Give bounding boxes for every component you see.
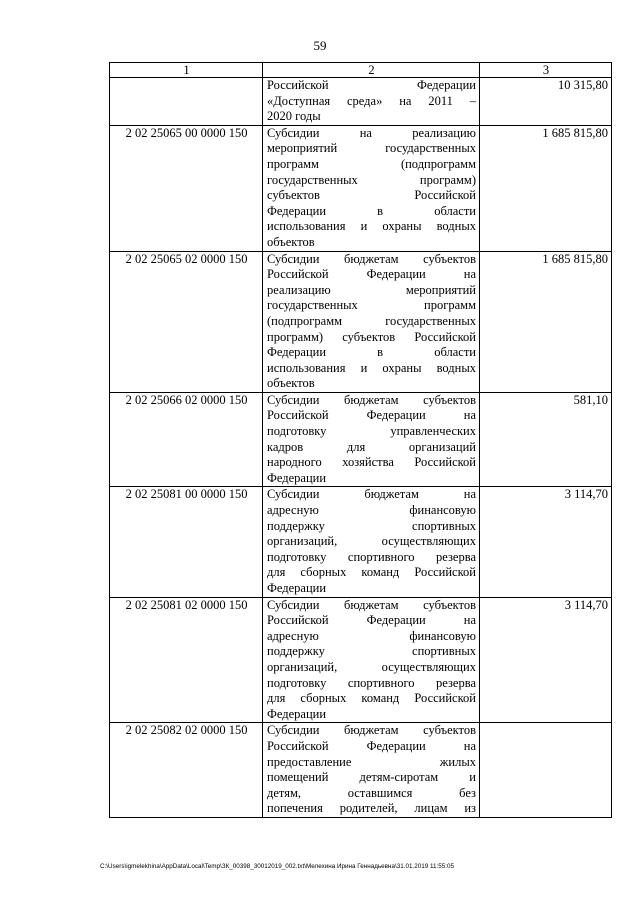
description-cell	[263, 125, 480, 251]
description-line: мероприятий государственных	[267, 141, 476, 156]
description-line: 2020 годы	[267, 109, 321, 124]
budget-code-cell: 2 02 25066 02 0000 150	[110, 392, 263, 487]
description-line: детям, оставшимся без	[267, 785, 476, 800]
description-line: предоставление жилых	[267, 754, 476, 769]
description-line: адресную финансовую	[267, 628, 476, 643]
description-line: субъектов Российской	[267, 188, 476, 203]
column-header: 1	[110, 63, 263, 78]
budget-code-cell: 2 02 25065 00 0000 150	[110, 125, 263, 251]
description-line: Федерации	[267, 706, 327, 721]
description-cell	[263, 597, 480, 723]
description-line: «Доступная среда» на 2011 –	[267, 93, 476, 108]
description-line: государственных программ	[267, 298, 476, 313]
description-line: Российской Федерации на	[267, 408, 476, 423]
description-line: для сборных команд Российской	[267, 565, 476, 580]
description-line: организаций, осуществляющих	[267, 534, 476, 549]
table-row	[110, 78, 612, 126]
table-row	[110, 125, 612, 251]
description-line: Российской Федерации на	[267, 267, 476, 282]
description-line: организаций, осуществляющих	[267, 659, 476, 674]
description-line: Российской Федерации на	[267, 613, 476, 628]
description-line: Федерации в области	[267, 345, 476, 360]
file-path-footer: C:\Users\igmelekhina\AppData\Local\Temp\ЗК_00398_30012019_002.txt\Мелехина Ирина Геннадьевна\31.01.2019 11:55:05	[100, 863, 455, 870]
description-cell	[263, 251, 480, 392]
description-line: Субсидии бюджетам субъектов	[267, 723, 476, 738]
amount-cell: 3 114,70	[480, 487, 612, 597]
budget-code-cell: 2 02 25065 02 0000 150	[110, 251, 263, 392]
description-line: использования и охраны водных	[267, 219, 476, 234]
description-line: Субсидии на реализацию	[267, 125, 476, 140]
page-number: 59	[313, 38, 327, 53]
amount-cell: 1 685 815,80	[480, 125, 612, 251]
description-line: программ) субъектов Российской	[267, 329, 476, 344]
description-line: государственных программ)	[267, 172, 476, 187]
description-line: народного хозяйства Российской	[267, 455, 476, 470]
description-line: Субсидии бюджетам субъектов	[267, 392, 476, 407]
amount-cell: 10 315,80	[480, 78, 612, 126]
table-header-row	[110, 63, 612, 78]
column-header: 3	[480, 63, 612, 78]
description-line: объектов	[267, 376, 315, 391]
description-line: помещений детям-сиротам и	[267, 770, 476, 785]
budget-table	[109, 62, 612, 818]
description-line: Российской Федерации на	[267, 738, 476, 753]
description-line: Субсидии бюджетам субъектов	[267, 251, 476, 266]
description-line: программ (подпрограмм	[267, 156, 476, 171]
description-line: Субсидии бюджетам на	[267, 487, 476, 502]
description-line: реализацию мероприятий	[267, 282, 476, 297]
budget-code-cell: 2 02 25082 02 0000 150	[110, 723, 263, 818]
description-line: Федерации	[267, 470, 327, 485]
budget-code-cell	[110, 78, 263, 126]
amount-cell: 1 685 815,80	[480, 251, 612, 392]
description-line: поддержку спортивных	[267, 518, 476, 533]
amount-cell: 3 114,70	[480, 597, 612, 723]
table-row	[110, 487, 612, 597]
description-line: использования и охраны водных	[267, 360, 476, 375]
description-line: попечения родителей, лицам из	[267, 801, 476, 816]
description-line: поддержку спортивных	[267, 644, 476, 659]
amount-cell	[480, 723, 612, 818]
amount-cell: 581,10	[480, 392, 612, 487]
description-line: (подпрограмм государственных	[267, 313, 476, 328]
description-line: объектов	[267, 234, 315, 249]
table-row	[110, 251, 612, 392]
table-row	[110, 392, 612, 487]
description-line: подготовку управленческих	[267, 424, 476, 439]
description-line: Субсидии бюджетам субъектов	[267, 597, 476, 612]
description-cell	[263, 723, 480, 818]
column-header: 2	[263, 63, 480, 78]
table-row	[110, 723, 612, 818]
description-line: подготовку спортивного резерва	[267, 675, 476, 690]
description-line: для сборных команд Российской	[267, 691, 476, 706]
description-line: Федерации в области	[267, 203, 476, 218]
description-cell	[263, 78, 480, 126]
table-row	[110, 597, 612, 723]
description-line: адресную финансовую	[267, 503, 476, 518]
description-cell	[263, 487, 480, 597]
description-line: Российской Федерации	[267, 78, 476, 92]
description-line: подготовку спортивного резерва	[267, 549, 476, 564]
budget-code-cell: 2 02 25081 00 0000 150	[110, 487, 263, 597]
budget-code-cell: 2 02 25081 02 0000 150	[110, 597, 263, 723]
description-line: Федерации	[267, 581, 327, 595]
description-line: кадров для организаций	[267, 439, 476, 454]
description-cell	[263, 392, 480, 487]
